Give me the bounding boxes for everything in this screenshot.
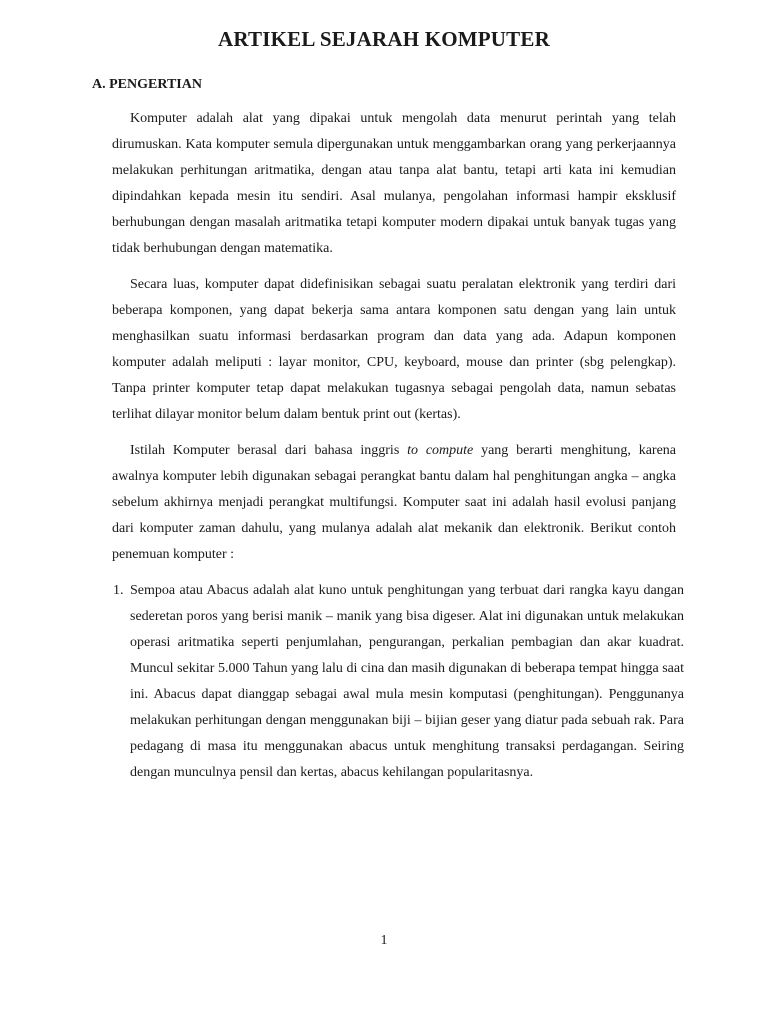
list-item-text: Sempoa atau Abacus adalah alat kuno untuk penghitungan yang terbuat dari rangka kayu dangan sederetan poros yang berisi manik – manik yang bisa digeser. Alat ini digunakan untuk melakukan operasi aritmatika seperti penjumlahan, pengurangan, perkalian pembagian dan akar kuadrat. Muncul sekitar 5.000 Tahun yang lalu di cina dan masih digunakan di beberapa tempat hingga saat ini. Abacus dapat dianggap sebagai awal mula mesin komputasi (penghitungan). Penggunanya melakukan perhitungan dengan menggunakan biji – bijian geser yang diatur pada sebuah rak. Para pedagang di masa itu menggunakan abacus untuk menghitung transaksi perdagangan. Seiring dengan munculnya pensil dan kertas, abacus kehilangan popularitasnya. [130,583,684,780]
paragraph-3 [112,438,676,568]
document-body [112,106,684,786]
numbered-list [112,578,684,786]
paragraph-3-text-end: yang berarti menghitung, karena awalnya komputer lebih digunakan sebagai perangkat bantu dalam hal penghitungan angka – angka sebelum akhirnya menjadi perangkat multifungsi. Komputer saat ini adalah hasil evolusi panjang dari komputer zaman dahulu, yang mulanya adalah alat mekanik dan elektronik. Berikut contoh penemuan komputer : [112,443,676,562]
italic-term: to compute [407,443,474,458]
paragraph-2: Secara luas, komputer dapat didefinisikan sebagai suatu peralatan elektronik yang terdiri dari beberapa komponen, yang dapat bekerja sama antara komponen satu dengan yang lain untuk menghasilkan suatu informasi berdasarkan program dan data yang ada. Adapun komponen komputer adalah meliputi : layar monitor, CPU, keyboard, mouse dan printer (sbg pelengkap). Tanpa printer komputer tetap dapat melakukan tugasnya sebagai pengolah data, namun sebatas terlihat dilayar monitor belum dalam bentuk print out (kertas). [112,277,676,422]
list-item [113,578,684,786]
document-title: ARTIKEL SEJARAH KOMPUTER [218,27,550,51]
paragraph-3-text-start: Istilah Komputer berasal dari bahasa inggris [130,443,408,458]
list-item-number: 1. [113,583,124,598]
page-number: 1 [380,933,388,948]
section-heading: A. PENGERTIAN [92,77,202,92]
paragraph-1: Komputer adalah alat yang dipakai untuk mengolah data menurut perintah yang telah dirumuskan. Kata komputer semula dipergunakan untuk menggambarkan orang yang perkerjaannya melakukan perhitungan aritmatika, dengan atau tanpa alat bantu, tetapi arti kata ini kemudian dipindahkan kepada mesin itu sendiri. Asal mulanya, pengolahan informasi hampir eksklusif berhubungan dengan masalah aritmatika tetapi komputer modern dipakai untuk banyak tugas yang tidak berhubungan dengan matematika. [112,111,676,256]
